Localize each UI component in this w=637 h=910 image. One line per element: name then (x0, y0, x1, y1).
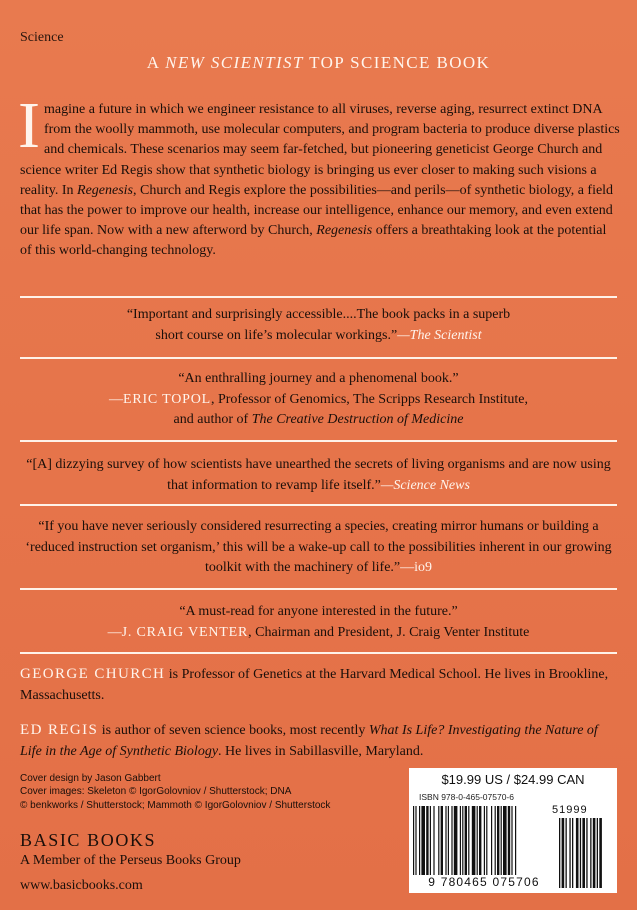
quote-book: The Creative Destruction of Medicine (251, 412, 464, 427)
publisher-url: www.basicbooks.com (20, 878, 143, 893)
barcode-addon-bar (590, 818, 591, 888)
barcode-addon-bar (576, 818, 579, 888)
publisher-member: A Member of the Perseus Books Group (20, 853, 241, 868)
barcode-bar (426, 806, 428, 876)
barcode-number: 9 780465 075706 (409, 875, 559, 889)
barcode-bar (486, 806, 487, 876)
barcode-panel (409, 768, 617, 893)
barcode-bar (413, 806, 414, 876)
barcode-addon-bar (597, 818, 598, 888)
cover-credits: Cover design by Jason Gabbert Cover images: Skeleton © IgorGolovniov / Shutterstock; DNA © benkworks / Shutterstock; Mammoth © IgorGolovniov / Shutterstock (20, 773, 331, 811)
barcode-bar (448, 806, 449, 876)
barcode-bar (462, 806, 463, 876)
barcode-addon-bar (599, 818, 602, 888)
barcode-addon-bar (566, 818, 567, 888)
review-quote-4: “If you have never seriously considered resurrecting a species, creating mirror humans or building a ‘reduced instruction set organism,’ this will be a wake-up call to the possibilities inherent in our growing toolkit with the machinery of life.”—io9 (25, 519, 612, 575)
divider (20, 652, 617, 654)
book-title: Regenesis (316, 223, 373, 239)
barcode-bar (495, 806, 496, 876)
barcode-bar (460, 806, 461, 876)
barcode-bar (515, 806, 516, 876)
barcode-bar (501, 806, 502, 876)
divider (20, 296, 617, 298)
barcode-bar (472, 806, 476, 876)
author-bio-church: GEORGE CHURCH is Professor of Genetics at the Harvard Medical School. He lives in Brookline, Massachusetts. (20, 666, 609, 703)
barcode-bar (508, 806, 510, 876)
barcode-bar (438, 806, 439, 876)
price-label: $19.99 US / $24.99 CAN (441, 772, 585, 787)
barcode-bar (479, 806, 481, 876)
barcode-addon-bar (593, 818, 596, 888)
barcode-bar (419, 806, 420, 876)
barcode-addon-bar (562, 818, 565, 888)
barcode-bar (468, 806, 469, 876)
quote-source: —io9 (400, 560, 433, 575)
barcode-bar (484, 806, 485, 876)
barcode-addon-bar (580, 818, 581, 888)
barcode-addon-bar (582, 818, 585, 888)
quote-source: —The Scientist (397, 327, 482, 343)
divider (20, 588, 617, 590)
divider (20, 504, 617, 506)
divider (20, 357, 617, 359)
barcode-bar (451, 806, 452, 876)
quote-person: ERIC TOPOL (122, 391, 211, 407)
author-name: GEORGE CHURCH (20, 666, 166, 682)
barcode-bar (433, 806, 434, 876)
barcode-addon-bar (569, 818, 570, 888)
intro-paragraph: Imagine a future in which we engineer resistance to all viruses, reverse aging, resurrect extinct DNA from the woolly mammoth, use molecular computers, and program bacteria to produce diverse plastics and chemicals. These scenarios may seem far-fetched, but pioneering geneticist George Church and science writer Ed Regis show that synthetic biology is bringing us ever closer to making such visions a reality. In Regenesis, Church and Regis explore the possibilities—and perils—of synthetic biology, a field that has the power to improve our health, increase our intelligence, enhance our memory, and even extend our life span. Now with a new afterword by Church, Regenesis offers a breathtaking look at the potential of this world-changing technology. (18, 89, 620, 259)
bio-book-title: What Is Life? Investigating the Nature of Life in the Age of Synthetic Biology (20, 723, 598, 759)
publisher-block (20, 829, 241, 895)
barcode-addon-bar (559, 818, 560, 888)
headline: A NEW SCIENTIST TOP SCIENCE BOOK (146, 53, 491, 72)
barcode-bar (421, 806, 425, 876)
review-quote-2: “An enthralling journey and a phenomenal book.” —ERIC TOPOL, Professor of Genomics, The Scripps Research Institute, and author of The Creative Destruction of Medicine (108, 371, 528, 427)
barcode-bar (430, 806, 431, 876)
barcode-bar (415, 806, 416, 876)
review-quote-1: “Important and surprisingly accessible....The book packs in a superb short course on life’s molecular workings.”—The Scientist (126, 307, 511, 343)
review-quote-3: “[A] dizzying survey of how scientists have unearthed the secrets of living organisms and are now using that information to revamp life itself.”—Science News (26, 457, 611, 493)
divider (20, 440, 617, 442)
barcode-addon-bar (586, 818, 587, 888)
barcode-bar (511, 806, 512, 876)
barcode-bar (503, 806, 507, 876)
book-title: Regenesis (77, 182, 133, 198)
quote-person: J. CRAIG VENTER (121, 624, 249, 640)
isbn-label: ISBN 978-0-465-07570-6 (419, 792, 514, 802)
category-label: Science (20, 30, 64, 45)
barcode-bar (497, 806, 499, 876)
headline-italic: NEW SCIENTIST (165, 53, 304, 72)
review-quote-5: “A must-read for anyone interested in the future.” —J. CRAIG VENTER, Chairman and President, J. Craig Venter Institute (107, 604, 530, 640)
price-addon-number: 51999 (552, 804, 588, 816)
barcode-bar (465, 806, 467, 876)
barcode-addon-bar (572, 818, 573, 888)
barcode-bar (491, 806, 492, 876)
barcode-bar (454, 806, 458, 876)
quote-source: —Science News (380, 477, 470, 493)
drop-cap: I (18, 89, 40, 162)
publisher-name: BASIC BOOKS (20, 830, 157, 850)
barcode-bar (477, 806, 478, 876)
author-name: ED REGIS (20, 722, 99, 738)
barcode-bar (441, 806, 443, 876)
barcode-bar (445, 806, 446, 876)
author-bio-regis: ED REGIS is author of seven science books, most recently What Is Life? Investigating the Nature of Life in the Age of Synthetic Biology. He lives in Sabillasville, Maryland. (20, 722, 598, 759)
